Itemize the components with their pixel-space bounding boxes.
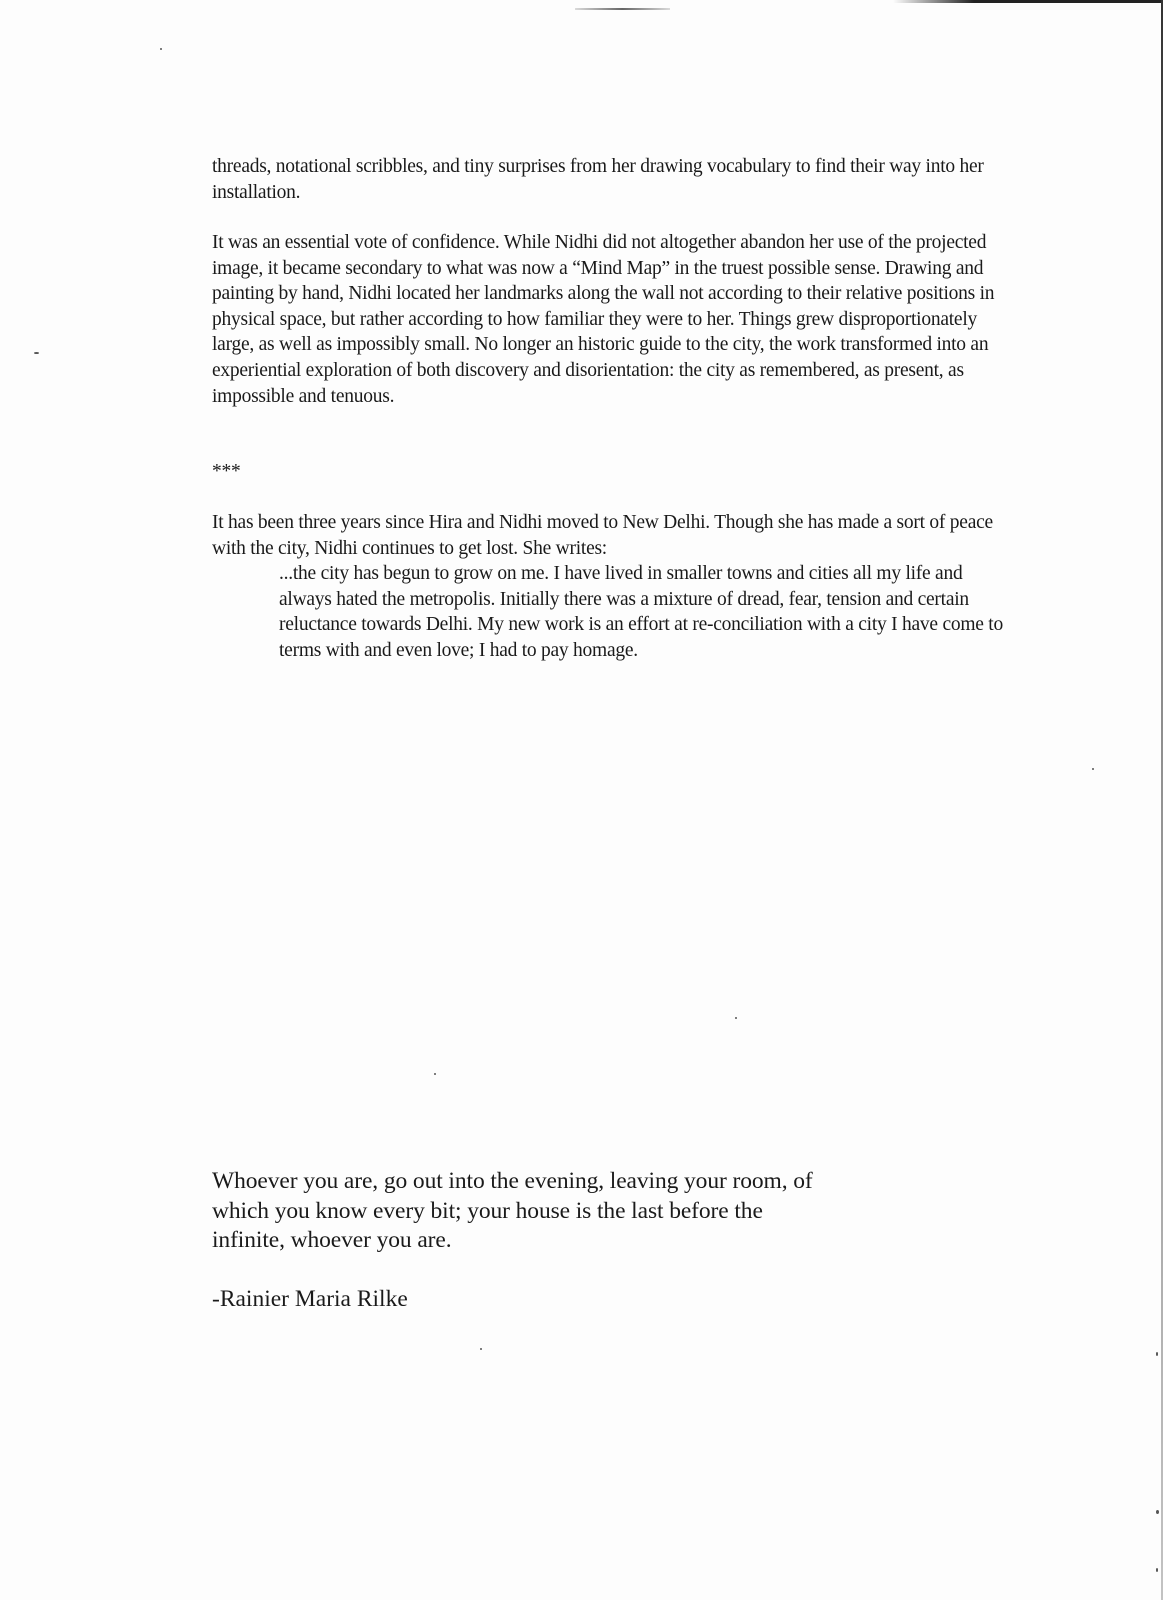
scan-speck: [1156, 1568, 1158, 1572]
paragraph-text: It was an essential vote of confidence. While Nidhi did not altogether abandon her use of the projected image, it became secondary to what was now a “Mind Map” in the truest possible sense. Drawing and painting by hand, Nidhi located her landmarks along the wall not according to their relative positions in physical space, but rather according to how familiar they were to her. Things grew disproportionately large, as well as impossibly small. No longer an historic guide to the city, the work transformed into an experiential exploration of both discovery and disorientation: the city as remembered, as present, as impossible and tenuous.: [212, 232, 995, 407]
scan-speck: [735, 1017, 737, 1019]
paragraph-text: threads, notational scribbles, and tiny surprises from her drawing vocabulary to find their way into her installation.: [212, 156, 984, 203]
scan-edge-mark-top: [575, 8, 670, 10]
scan-speck: [160, 48, 162, 50]
scan-speck: [1092, 768, 1094, 770]
section-separator: [212, 459, 1012, 485]
paragraph-continuation: [212, 154, 1012, 205]
block-quote: [279, 561, 1019, 663]
scan-edge-mark-top-right: [893, 0, 1163, 3]
scan-speck: [34, 352, 39, 354]
paragraph-new-delhi: [212, 510, 1012, 561]
quote-text: ...the city has begun to grow on me. I have lived in smaller towns and cities all my life and always hated the metropolis. Initially there was a mixture of dread, fear, tension and certain reluctance towards Delhi. My new work is an effort at re-conciliation with a city I have come to terms with and even love; I had to pay homage.: [279, 563, 1003, 661]
scan-speck: [434, 1073, 436, 1075]
separator-text: ***: [212, 461, 241, 482]
scan-speck: [1156, 1352, 1158, 1356]
paragraph-text: It has been three years since Hira and Nidhi moved to New Delhi. Though she has made a sort of peace with the city, Nidhi continues to get lost. She writes:: [212, 512, 993, 559]
epigraph-attribution: -Rainier Maria Rilke: [212, 1286, 408, 1312]
scan-speck: [1156, 1510, 1159, 1514]
paragraph-mind-map: [212, 230, 1012, 409]
scan-speck: [480, 1348, 482, 1350]
epigraph-quote: Whoever you are, go out into the evening, leaving your room, of which you know every bit; your house is the last before the infinite, whoever you are.: [212, 1168, 813, 1253]
